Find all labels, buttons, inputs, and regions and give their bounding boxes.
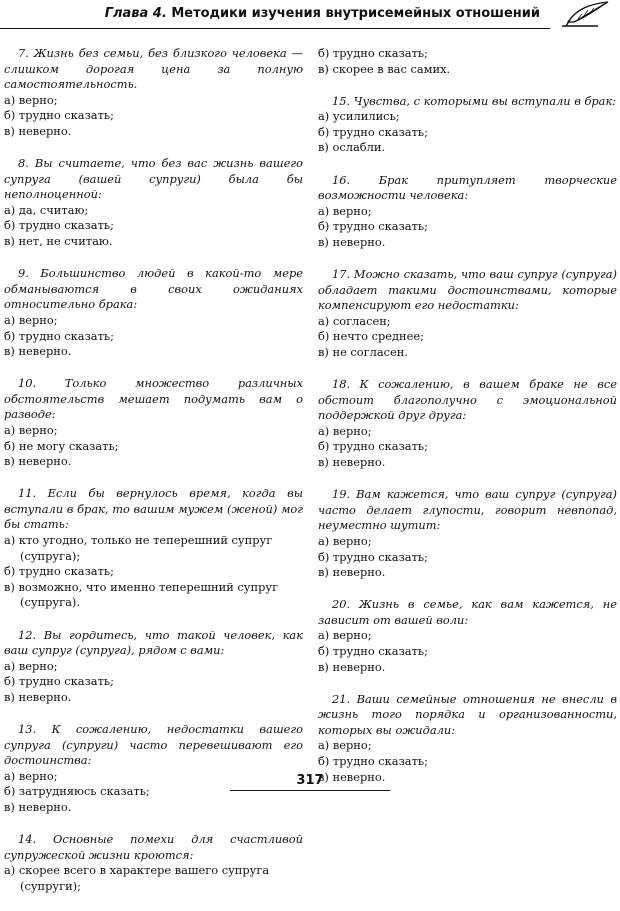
answer-option: в) не согласен. [318, 345, 408, 359]
question-block [4, 376, 303, 470]
question-block [318, 487, 617, 581]
answer-option: в) ослабли. [318, 140, 386, 155]
question-block [4, 486, 303, 611]
answer-option: б) трудно сказать; [318, 124, 428, 139]
chapter-label: Глава 4. [104, 6, 167, 21]
question-text: 10. Только множество различных обстоятельств мешает подумать вам о разводе: [4, 376, 303, 422]
question-block [4, 628, 303, 706]
question-block [4, 722, 303, 816]
answer-option: б) не могу сказать; [4, 438, 119, 453]
answer-option: а) кто угодно, только не теперешний супруг (супруга); [4, 533, 273, 563]
answer-option: в) неверно. [318, 455, 386, 470]
answer-option: б) трудно сказать; [4, 674, 114, 689]
answer-option: б) трудно сказать; [318, 439, 428, 454]
answer-option: в) неверно. [4, 689, 72, 704]
question-block [318, 46, 617, 77]
answer-option: а) да, считаю; [4, 202, 89, 217]
answer-option: а) верно; [4, 768, 58, 783]
answer-option: б) трудно сказать; [318, 644, 428, 658]
answer-option: б) нечто среднее; [318, 329, 424, 344]
answer-option: в) неверно. [318, 659, 386, 674]
right-column [318, 46, 617, 802]
question-text: 20. Жизнь в семье, как вам кажется, не зависит от вашей воли: [318, 597, 617, 627]
running-title [105, 6, 540, 21]
answer-option: б) трудно сказать; [318, 46, 428, 60]
question-text: 14. Основные помехи для счастливой супружеской жизни кроются: [4, 832, 303, 862]
question-block [318, 597, 617, 675]
question-block [4, 156, 303, 250]
question-block [4, 832, 303, 894]
question-text: 8. Вы считаете, что без вас жизнь вашего супруга (вашей супруги) была бы неполноценной: [4, 156, 303, 202]
question-block [318, 377, 617, 471]
quill-pen-icon [558, 0, 614, 30]
question-text: 12. Вы гордитесь, что такой человек, как ваш супруг (супруга), рядом с вами: [4, 627, 303, 658]
answer-option: в) неверно. [4, 123, 72, 138]
answer-option: б) трудно сказать; [4, 564, 114, 579]
answer-option: в) скорее в вас самих. [318, 61, 451, 76]
answer-option: б) трудно сказать; [4, 108, 114, 123]
answer-option: в) неверно. [318, 234, 386, 249]
answer-option: в) неверно. [4, 454, 72, 469]
question-text: 11. Если бы вернулось время, когда вы вступали в брак, то вашим мужем (женой) мог бы стать: [4, 486, 303, 532]
answer-option: в) неверно. [318, 565, 386, 580]
answer-option: а) верно; [318, 628, 372, 643]
answer-option: а) верно; [4, 92, 58, 107]
answer-option: б) трудно сказать; [4, 328, 114, 343]
answer-option: а) верно; [4, 422, 58, 437]
answer-option: а) верно; [318, 423, 372, 438]
answer-option: а) скорее всего в характере вашего супруга (супруги); [4, 863, 270, 893]
question-text: 15. Чувства, с которыми вы вступали в брак: [332, 93, 617, 108]
question-text: 13. К сожалению, недостатки вашего супруга (супруги) часто перевешивают его достоинства: [4, 721, 303, 768]
answer-option: в) возможно, что именно теперешний супруг (супруга). [4, 579, 279, 610]
answer-option: б) трудно сказать; [318, 219, 428, 234]
question-text: 17. Можно сказать, что ваш супруг (супруга) обладает такими достоинствами, которые компенсируют его недостатки: [318, 267, 617, 313]
question-block [318, 173, 617, 251]
answer-option: в) нет, не считаю. [4, 234, 113, 249]
answer-option: а) верно; [4, 312, 58, 327]
chapter-title: Методики изучения внутрисемейных отношений [171, 6, 540, 21]
page-header [0, 0, 620, 26]
question-block [318, 94, 617, 156]
answer-option: а) верно; [318, 533, 372, 548]
answer-option: а) верно; [318, 203, 372, 218]
question-text: 9. Большинство людей в какой-то мере обманываются в своих ожиданиях относительно брака: [4, 266, 303, 312]
question-text: 21. Ваши семейные отношения не внесли в жизнь того порядка и организованности, которых вы ожидали: [318, 691, 617, 737]
answer-option: а) верно; [4, 658, 58, 673]
answer-option: б) трудно сказать; [318, 754, 428, 769]
question-block [4, 46, 303, 140]
question-block [4, 266, 303, 360]
question-block [318, 692, 617, 786]
answer-option: а) согласен; [318, 313, 391, 328]
answer-option: б) трудно сказать; [4, 218, 114, 233]
footer-rule [230, 790, 390, 791]
header-rule [0, 28, 550, 29]
question-text: 18. К сожалению, в вашем браке не все обстоит благополучно с эмоциональной поддержкой друг друга: [318, 377, 617, 423]
answer-option: а) усилились; [318, 109, 400, 124]
answer-option: б) трудно сказать; [318, 549, 428, 564]
answer-option: в) неверно. [4, 344, 72, 359]
question-text: 19. Вам кажется, что ваш супруг (супруга) часто делает глупости, говорит невпопад, неуместно шутит: [318, 487, 617, 533]
answer-option: в) неверно. [4, 799, 72, 814]
answer-option: в) неверно. [318, 769, 386, 784]
question-text: 7. Жизнь без семьи, без близкого человека — слишком дорогая цена за полную самостоятельность. [4, 46, 303, 92]
question-block [318, 267, 617, 361]
page-number: 317 [296, 773, 324, 788]
answer-option: а) верно; [318, 738, 372, 753]
answer-option: б) затрудняюсь сказать; [4, 784, 150, 799]
question-text: 16. Брак притупляет творческие возможности человека: [318, 172, 617, 203]
